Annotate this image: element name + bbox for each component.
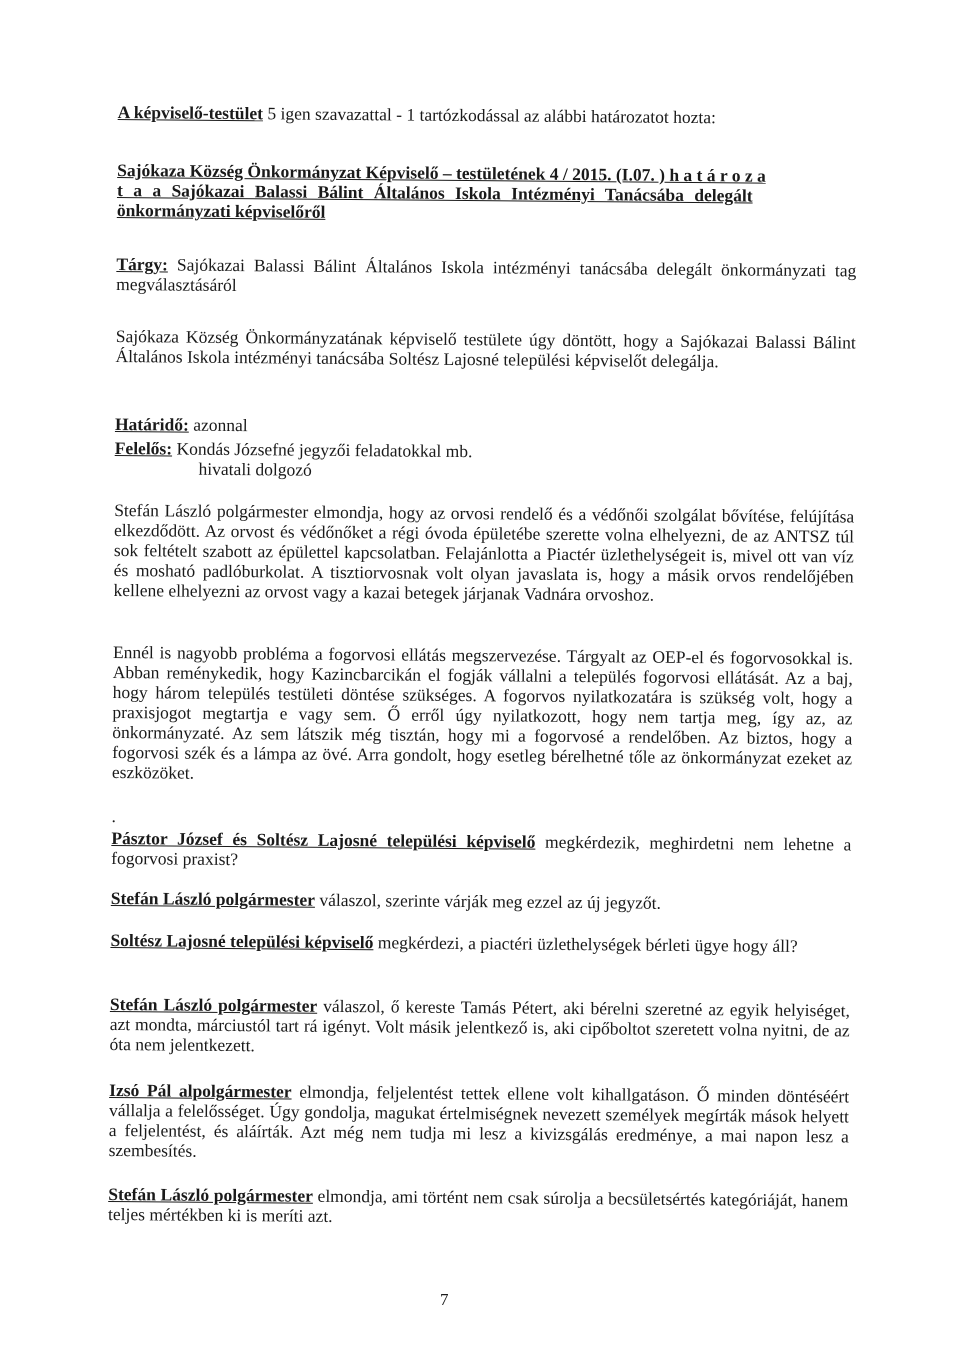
exchange-5-text: elmondja, feljelentést tettek ellene volt kihallgatáson. Ő minden döntéséért vállalja a felelősséget. Úgy gondolja, magukat értelmiségnek nevezett személyek megírták mások helyett a feljelentést, és aláírták. Azt még nem tudja mi lesz a kivizsgálás eredménye, a mai napon lesz a szembesítés. [108, 1081, 850, 1161]
deadline-line [115, 414, 855, 440]
resolution-title-line2: t a a Sajókazai Balassi Bálint Általános Iskola Intézményi Tanácsába delegált [116, 179, 753, 206]
exchange-2-text: válaszol, szerinte várják meg ezzel az új jegyzőt. [314, 889, 662, 913]
intro-line [118, 102, 858, 128]
subject-block [116, 254, 856, 300]
exchange-4-text: válaszol, ő kereste Tamás Pétert, aki bérelni szeretné az egyik helyiséget, azt mondta, márciustól tart rá igényt. Volt másik jelentkező is, aki cipőboltot szeretett volna nyitni, de az óta nem jelentkezett. [109, 995, 850, 1056]
decision-paragraph: Sajókaza Község Önkormányzatának képviselő testülete úgy döntött, hogy a Sajókazai Balassi Bálint Általános Iskola intézményi tanácsába Soltész Lajosné települési képviselőt delegálja. [115, 325, 856, 372]
intro-rest: 5 igen szavazattal - 1 tartózkodással az alábbi határozatot hozta: [262, 103, 716, 128]
subject-text: Sajókazai Balassi Bálint Általános Iskola intézményi tanácsába delegált önkormányzati tag megválasztásáról [116, 254, 857, 296]
resolution-title-line1: Sajókaza Község Önkormányzat Képviselő – testületének 4 / 2015. (I.07. ) h a t á r o z a [117, 159, 766, 186]
exchange-5 [109, 1080, 850, 1166]
exchange-1 [111, 828, 851, 874]
exchange-4-speaker: Stefán László polgármester [109, 993, 318, 1016]
stray-dot: . [111, 805, 117, 827]
page-number: 7 [440, 1290, 449, 1309]
resolution-title [117, 160, 857, 226]
paragraph-2: Ennél is nagyobb probléma a fogorvosi ellátás megszervezése. Tárgyalt az OEP-el és fogorvosokkal is. Abban reménykedik, hogy Kazincbarcikán el fogják vállalni a település fogorvosi ellátását. Az a baj, hogy három település testületi döntése szükséges. A fogorvos nyilatkozatára is szükség volt, hogy a praxisjogot megtartja e vagy sem. Ő erről úgy nyilatkozott, hogy nem tartja meg, így az, az önkormányzaté. Az sem látszik még tisztán, hogy mi a fogorvosé a rendelőben. Az biztos, hogy a fogorvosi szék és a lámpa az övé. Arra gondolt, hogy esetleg bérelhetné tőle az önkormányzat ezeket az eszközöket. [111, 641, 854, 783]
responsible-value2: hivatali dolgozó [198, 458, 312, 480]
document-page [108, 80, 858, 1226]
subject-label: Tárgy: [116, 253, 169, 275]
exchange-6-text: elmondja, ami történt nem csak súrolja a becsületsértés kategóriáját, hanem teljes mértékben ki is meríti azt. [108, 1185, 849, 1226]
responsible-value: Kondás Józsefné jegyzői feladatokkal mb. [172, 438, 473, 462]
exchange-3-speaker: Soltész Lajosné települési képviselő [110, 929, 374, 953]
exchange-6-speaker: Stefán László polgármester [108, 1183, 314, 1206]
exchange-3-text: megkérdezi, a piactéri üzlethelységek bérleti ügye hogy áll? [373, 932, 798, 956]
exchange-2 [111, 888, 851, 914]
deadline-value: azonnal [188, 414, 248, 436]
exchange-4 [110, 994, 850, 1060]
paragraph-1: Stefán László polgármester elmondja, hogy az orvosi rendelő és a védőnői szolgálat bővítése, felújítása elkezdődött. Az orvost és védőnőket a régi óvoda épületébe szerette volna elhelyezni, de az ANTSZ túl sok feltételt szabott az épülettel kapcsolatban. Felajánlotta a Piactér üzlethelységeit is, mivel ott van víz és mosható padlóburkolat. A tisztiorvosnak volt olyan javaslata is, hogy a másik orvos rendelőjében kellene elhelyezni az orvost vagy a kazai betegek járjanak Vadnára orvoshoz. [113, 499, 855, 605]
exchange-6 [108, 1184, 848, 1230]
exchange-3 [110, 930, 850, 956]
resolution-title-line3: önkormányzati képviselőről [116, 199, 326, 222]
exchange-1-speaker: Pásztor József és Soltész Lajosné települési képviselő [111, 827, 536, 852]
deadline-label: Határidő: [114, 413, 189, 435]
exchange-1-text: megkérdezik, meghirdetni nem lehetne a fogorvosi praxist? [111, 831, 852, 870]
responsible-block [115, 438, 855, 484]
responsible-label: Felelős: [114, 437, 173, 459]
exchange-2-speaker: Stefán László polgármester [110, 887, 316, 910]
exchange-5-speaker: Izsó Pál alpolgármester [109, 1079, 292, 1102]
intro-lead: A képviselő-testület [117, 101, 264, 124]
